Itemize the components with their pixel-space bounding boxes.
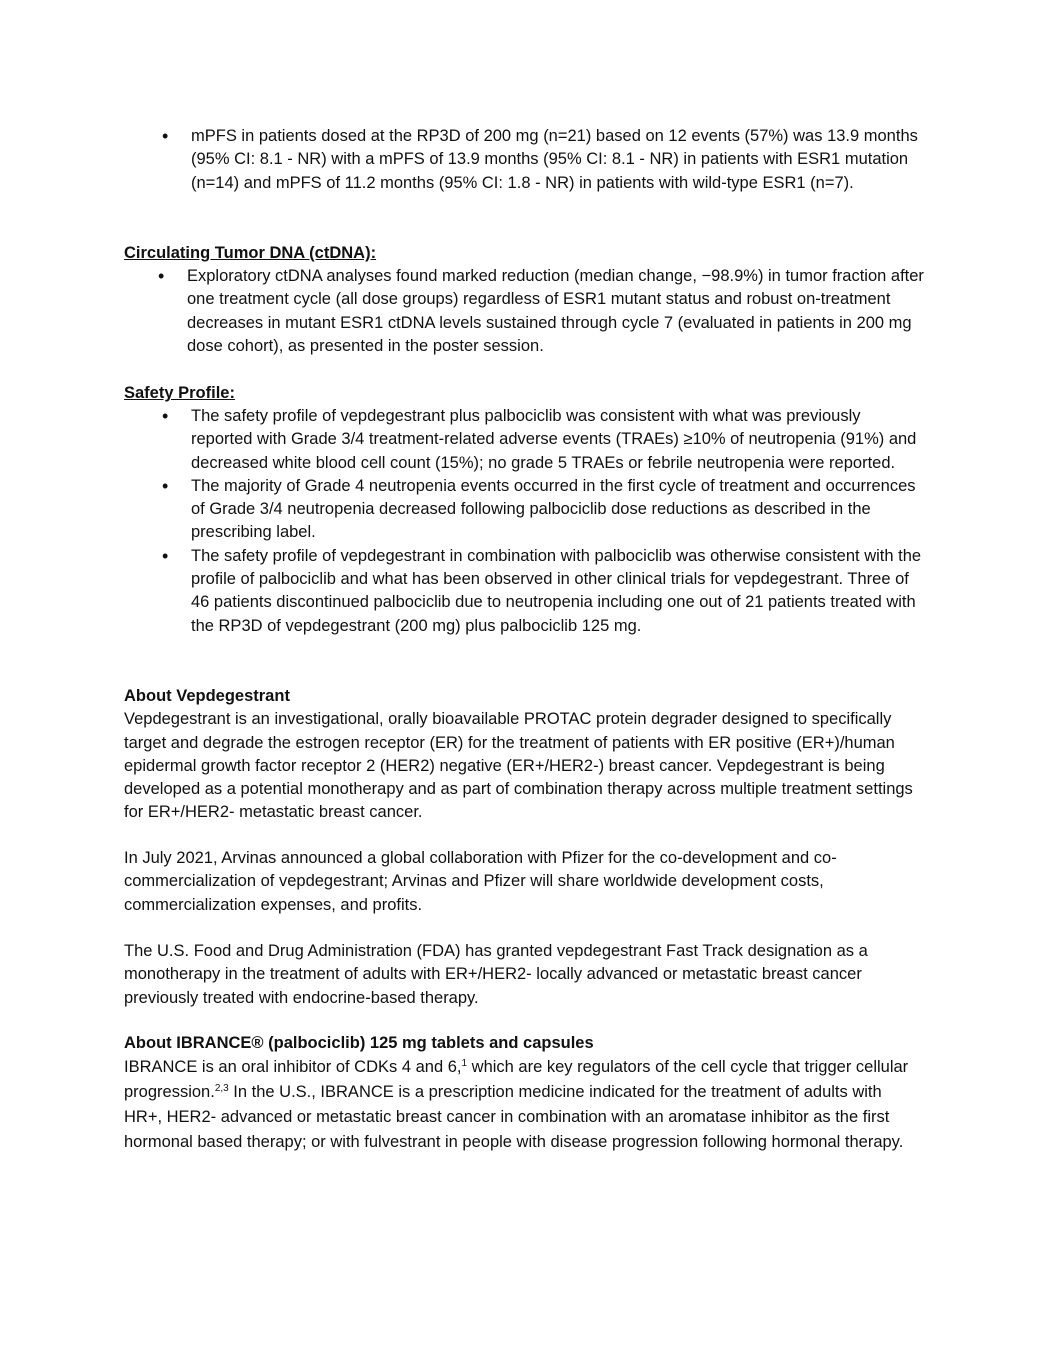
about-vepdegestrant-heading: About Vepdegestrant xyxy=(124,687,290,705)
ibrance-paragraph xyxy=(124,1055,914,1155)
footnote-ref-1: 1 xyxy=(461,1058,468,1070)
about-ibrance-section xyxy=(124,1032,914,1155)
list-item: • The safety profile of vepdegestrant plus palbociclib was consistent with what was previously reported with Grade 3/4 treatment-related adverse events (TRAEs) ≥10% of neutropenia (91%) and decreased white blood cell count (15%); no grade 5 TRAEs or febrile neutropenia were reported. xyxy=(191,405,926,475)
list-item: • The safety profile of vepdegestrant in combination with palbociclib was otherwise consistent with the profile of palbociclib and what has been observed in other clinical trials for vepdegestrant. Three of 46 patients discontinued palbociclib due to neutropenia including one out of 21 patients treated with the RP3D of vepdegestrant (200 mg) plus palbociclib 125 mg. xyxy=(191,545,926,638)
list-item: • mPFS in patients dosed at the RP3D of 200 mg (n=21) based on 12 events (57%) was 13.9 months (95% CI: 8.1 - NR) with a mPFS of 13.9 months (95% CI: 8.1 - NR) in patients with ESR1 mutation (n=14) and mPFS of 11.2 months (95% CI: 1.8 - NR) in patients with wild-type ESR1 (n=7). xyxy=(191,125,926,195)
list-item: • Exploratory ctDNA analyses found marked reduction (median change, −98.9%) in tumor fraction after one treatment cycle (all dose groups) regardless of ESR1 mutant status and robust on-treatment decreases in mutant ESR1 ctDNA levels sustained through cycle 7 (evaluated in patients in 200 mg dose cohort), as presented in the poster session. xyxy=(187,265,932,358)
ibrance-text-2: which are key regulators of the cell cycle that trigger cellular progression. xyxy=(124,1058,909,1102)
footnote-ref-2-3: 2,3 xyxy=(214,1083,229,1095)
collaboration-paragraph: In July 2021, Arvinas announced a global collaboration with Pfizer for the co-development and co-commercialization of vepdegestrant; Arvinas and Pfizer will share worldwide development costs, commercialization expenses, and profits. xyxy=(124,849,837,914)
ctdna-heading: Circulating Tumor DNA (ctDNA): xyxy=(124,244,377,262)
about-ibrance-heading: About IBRANCE® (palbociclib) 125 mg tablets and capsules xyxy=(124,1034,594,1052)
efficacy-bullet-list xyxy=(191,125,926,195)
list-item: • The majority of Grade 4 neutropenia events occurred in the first cycle of treatment and occurrences of Grade 3/4 neutropenia decreased following palbociclib dose reductions as described in the prescribing label. xyxy=(191,475,926,545)
ctdna-bullet-list xyxy=(187,265,932,358)
safety-bullet-list xyxy=(191,405,926,638)
ibrance-text-3: In the U.S., IBRANCE is a prescription medicine indicated for the treatment of adults with HR+, HER2- advanced or metastatic breast cancer in combination with an aromatase inhibitor as the first hormonal based therapy; or with fulvestrant in people with disease progression following hormonal therapy. xyxy=(124,1083,904,1152)
vepdegestrant-paragraph: Vepdegestrant is an investigational, orally bioavailable PROTAC protein degrader designed to specifically target and degrade the estrogen receptor (ER) for the treatment of patients with ER positive (ER+)/human epidermal growth factor receptor 2 (HER2) negative (ER+/HER2-) breast cancer. Vepdegestrant is being developed as a potential monotherapy and as part of combination therapy across multiple treatment settings for ER+/HER2- metastatic breast cancer. xyxy=(124,710,913,822)
about-vepdegestrant-section xyxy=(124,685,936,825)
safety-heading: Safety Profile: xyxy=(124,384,235,402)
fda-paragraph: The U.S. Food and Drug Administration (FDA) has granted vepdegestrant Fast Track designation as a monotherapy in the treatment of adults with ER+/HER2- locally advanced or metastatic breast cancer previously treated with endocrine-based therapy. xyxy=(124,942,868,1007)
ibrance-text-1: IBRANCE is an oral inhibitor of CDKs 4 and 6, xyxy=(124,1058,462,1077)
